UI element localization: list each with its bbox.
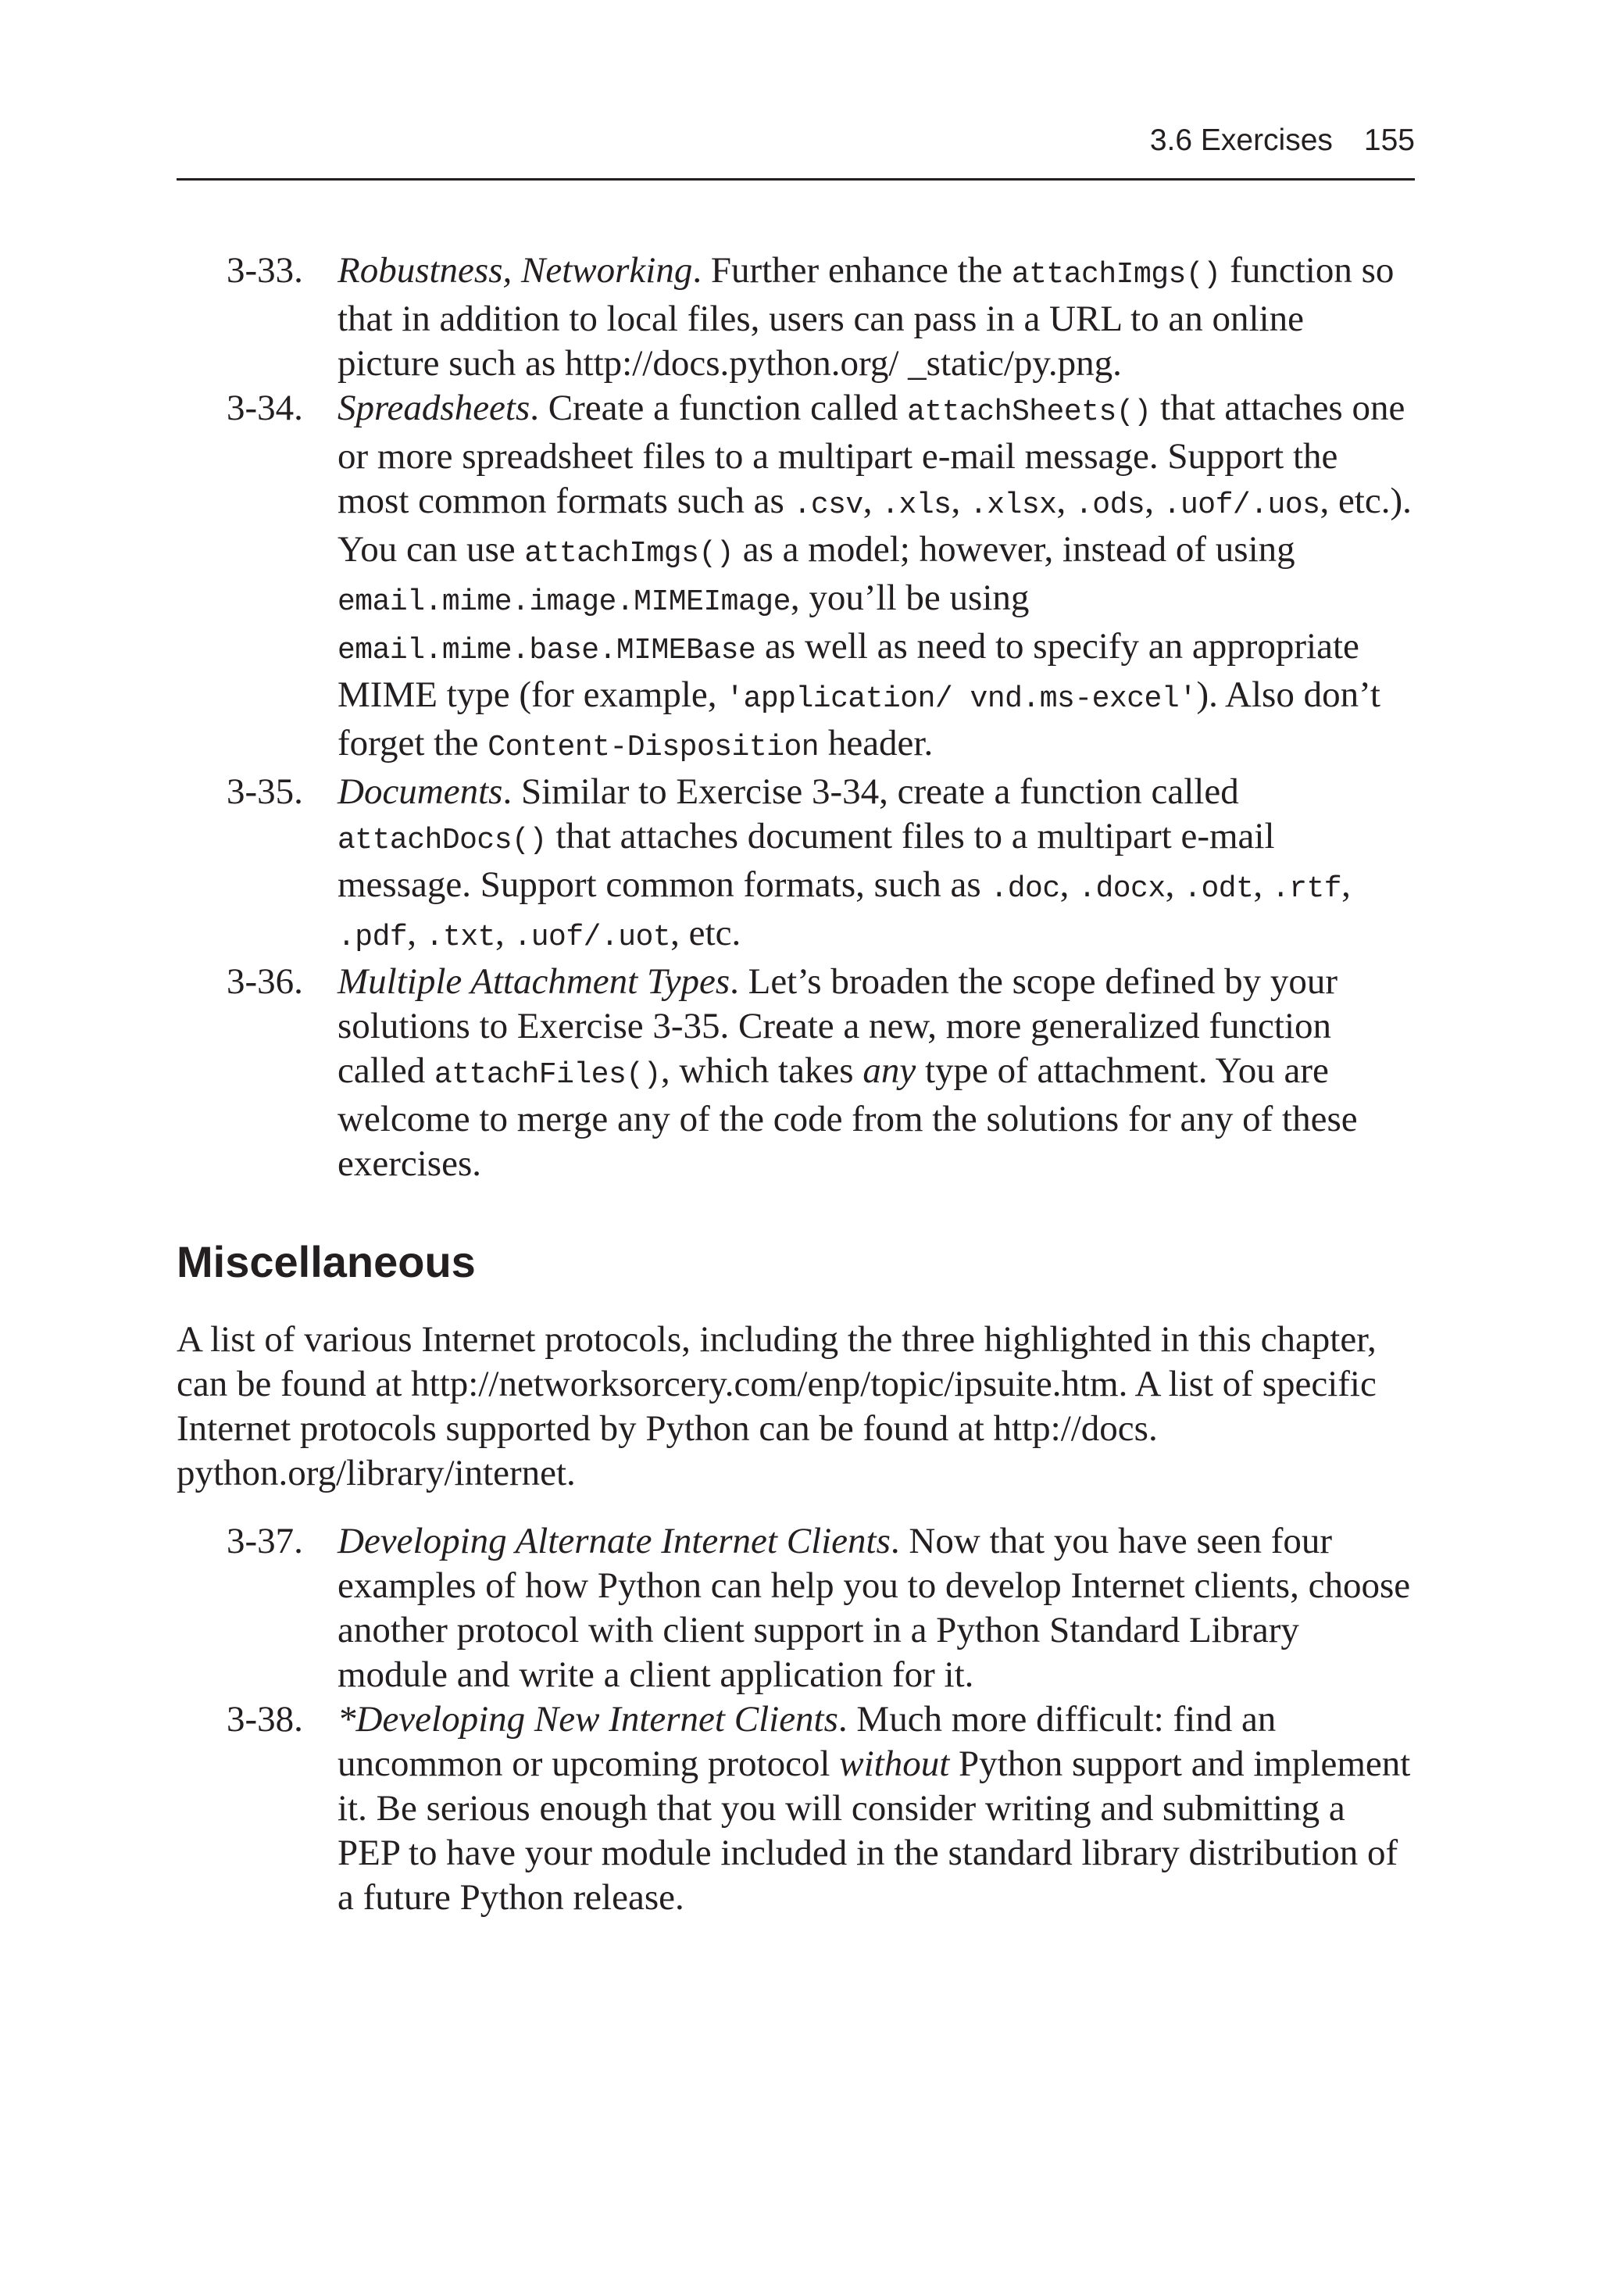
- inline-code: 'application/ vnd.ms-excel': [726, 682, 1197, 716]
- running-head: [177, 123, 1415, 181]
- inline-code: .xls: [881, 488, 952, 522]
- emphasis-text: without: [839, 1743, 950, 1784]
- exercise-text: , etc.: [670, 913, 741, 953]
- inline-code: Content-Disposition: [488, 731, 820, 764]
- inline-code: .rtf: [1271, 872, 1342, 906]
- exercise-text: ,: [1056, 481, 1075, 521]
- exercise-item: [177, 386, 1415, 770]
- exercise-item: [177, 1519, 1415, 1697]
- exercise-text: ,: [407, 913, 426, 953]
- inline-code: attachDocs(): [338, 824, 547, 857]
- exercise-text: ,: [1253, 864, 1272, 905]
- miscellaneous-paragraph: A list of various Internet protocols, including the three highlighted in this chapter, can be found at http://networksorcery.com/enp/topic/ipsuite.htm. A list of specific Internet protocols supported by Python can be found at http://docs. python.org/library/internet.: [177, 1319, 1377, 1493]
- inline-code: .xlsx: [969, 488, 1057, 522]
- inline-code: .uof/.uot: [513, 921, 671, 954]
- exercise-text: ,: [862, 481, 882, 521]
- inline-code: attachSheets(): [907, 395, 1152, 429]
- exercise-title: Documents: [338, 771, 503, 812]
- exercise-text: ,: [1145, 481, 1163, 521]
- exercise-text: ,: [1059, 864, 1079, 905]
- inline-code: .pdf: [338, 921, 408, 954]
- inline-code: .ods: [1074, 488, 1145, 522]
- exercise-number: 3-36.: [227, 961, 303, 1002]
- exercise-text: as a model; however, instead of using: [734, 529, 1295, 570]
- exercise-number: 3-33.: [227, 250, 303, 291]
- exercise-text: . Let’s broaden the scope defined by your solutions to Exercise 3-35. Create a new, more generalized function called: [338, 961, 1338, 1091]
- exercise-number: 3-38.: [227, 1699, 303, 1740]
- exercise-text: . Similar to Exercise 3-34, create a function called: [502, 771, 1239, 812]
- exercise-number: 3-34.: [227, 388, 303, 428]
- exercise-text: that attaches document files to a multipart e-mail message. Support common formats, such as: [338, 816, 1275, 905]
- inline-code: email.mime.image.MIMEImage: [338, 585, 791, 619]
- exercise-list-b: [177, 1519, 1415, 1920]
- exercise-text: ,: [495, 913, 514, 953]
- exercise-text: , which takes: [660, 1050, 863, 1091]
- inline-code: .docx: [1078, 872, 1166, 906]
- exercise-text: ,: [951, 481, 970, 521]
- exercise-title: *Developing New Internet Clients: [338, 1699, 838, 1740]
- exercise-text: . Now that you have seen four examples of how Python can help you to develop Internet clients, choose another protocol with client support in a Python Standard Library module and write a client application for it.: [338, 1521, 1411, 1695]
- inline-code: .doc: [990, 872, 1060, 906]
- exercise-text: . Much more difficult: find an uncommon or upcoming protocol: [338, 1699, 1277, 1784]
- exercise-text: Python support and implement it. Be serious enough that you will consider writing and submitting a PEP to have your module included in the standard library distribution of a future Python release.: [338, 1743, 1411, 1918]
- exercise-item: [177, 960, 1415, 1186]
- exercise-text: ,: [1165, 864, 1184, 905]
- inline-code: .csv: [793, 488, 863, 522]
- exercise-text: type of attachment. You are welcome to merge any of the code from the solutions for any of these exercises.: [338, 1050, 1358, 1184]
- exercise-text: . Create a function called: [530, 388, 908, 428]
- section-heading-miscellaneous: Miscellaneous: [177, 1237, 476, 1286]
- exercise-text: function so that in addition to local files, users can pass in a URL to an online picture such as http://docs.python.org/ _static/py.png.: [338, 250, 1395, 384]
- inline-code: .uof/.uos: [1162, 488, 1320, 522]
- exercise-text: ). Also don’t forget the: [338, 674, 1380, 764]
- inline-code: .odt: [1184, 872, 1254, 906]
- emphasis-text: any: [862, 1050, 916, 1091]
- running-head-section: 3.6 Exercises: [1149, 123, 1333, 157]
- exercise-title: Developing Alternate Internet Clients: [338, 1521, 891, 1561]
- exercise-title: Robustness, Networking: [338, 250, 693, 291]
- exercise-number: 3-35.: [227, 771, 303, 812]
- exercise-text: ,: [1341, 864, 1351, 905]
- exercise-text: header.: [819, 723, 934, 764]
- inline-code: attachFiles(): [434, 1058, 661, 1092]
- page-body: [177, 249, 1415, 1920]
- exercise-text: as well as need to specify an appropriate MIME type (for example,: [338, 626, 1359, 715]
- exercise-item: [177, 249, 1415, 386]
- inline-code: .txt: [425, 921, 495, 954]
- exercise-text: that attaches one or more spreadsheet files to a multipart e-mail message. Support the most common formats such as: [338, 388, 1405, 521]
- exercise-item: [177, 770, 1415, 960]
- exercise-title: Spreadsheets: [338, 388, 530, 428]
- inline-code: attachImgs(): [1011, 258, 1221, 291]
- exercise-text: , etc.). You can use: [338, 481, 1412, 570]
- inline-code: email.mime.base.MIMEBase: [338, 634, 756, 667]
- exercise-list-a: [177, 249, 1415, 1186]
- exercise-text: , you’ll be using: [790, 578, 1030, 618]
- exercise-number: 3-37.: [227, 1521, 303, 1561]
- exercise-item: [177, 1697, 1415, 1920]
- page-number: 155: [1363, 123, 1415, 157]
- exercise-text: . Further enhance the: [692, 250, 1012, 291]
- exercise-title: Multiple Attachment Types: [338, 961, 730, 1002]
- inline-code: attachImgs(): [524, 537, 734, 570]
